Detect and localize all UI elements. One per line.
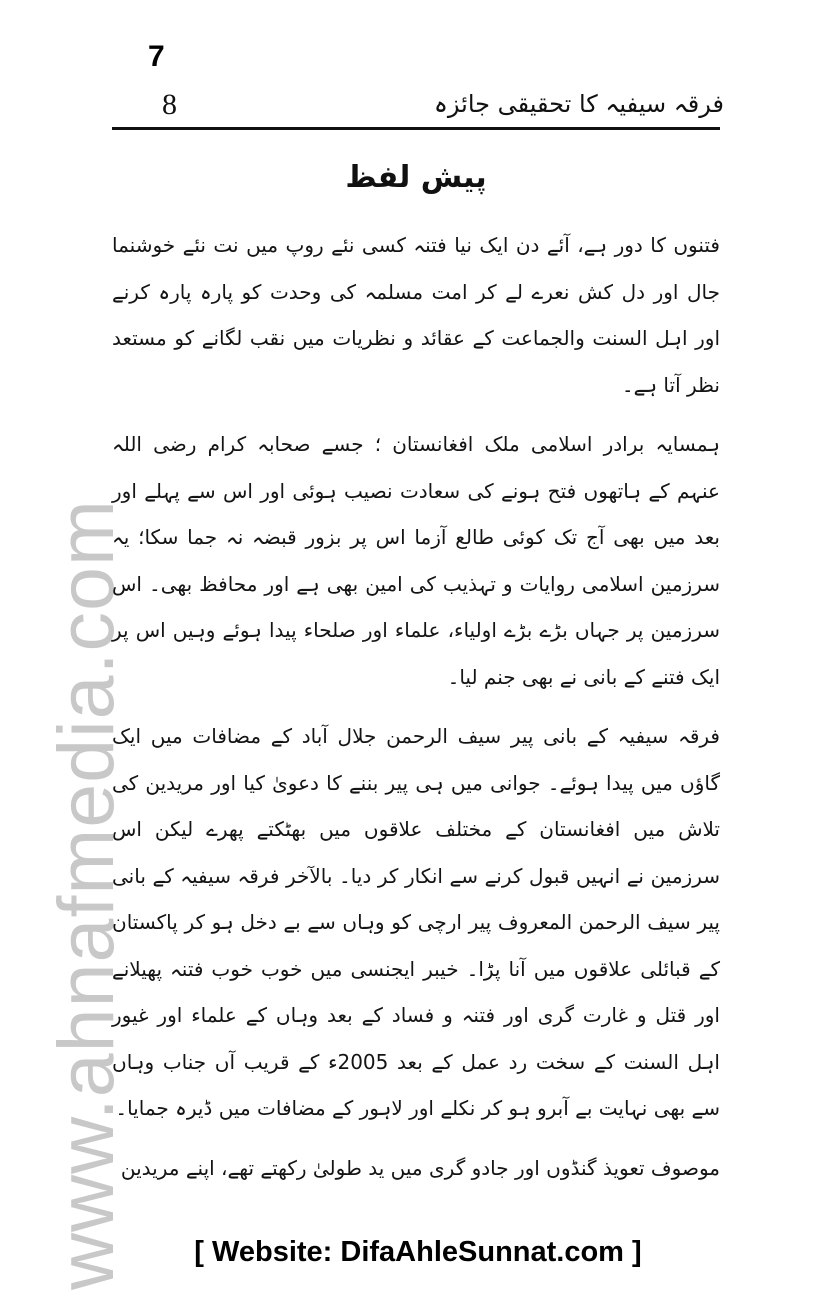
body-text [112,222,720,1204]
paragraph: ہمسایہ برادر اسلامی ملک افغانستان ؛ جسے صحابہ کرام رضی اللہ عنہم کے ہاتھوں فتح ہونے کی سعادت نصیب ہوئی اور اس سے پہلے اور بعد میں بھی آج تک کوئی طالع آزما اس پر بزور قبضہ نہ جما سکا؛ یہ سرزمین اسلامی روایات و تہذیب کی امین بھی ہے اور محافظ بھی۔ اس سرزمین پر جہاں بڑے بڑے اولیاء، علماء اور صلحاء پیدا ہوئے وہیں اس پر ایک فتنے کے بانی نے بھی جنم لیا۔ [112,432,720,689]
running-header-title: فرقہ سیفیہ کا تحقیقی جائزہ [433,90,724,118]
chapter-title: پیش لفظ [345,160,487,195]
paragraph: فرقہ سیفیہ کے بانی پیر سیف الرحمن جلال آباد کے مضافات میں ایک گاؤں میں پیدا ہوئے۔ جوانی میں ہی پیر بننے کا دعویٰ کیا اور مریدین کی تلاش میں افغانستان کے مختلف علاقوں میں بھٹکتے پھرے لیکن اس سرزمین نے انہیں قبول کرنے سے انکار کر دیا۔ بالآخر فرقہ سیفیہ کے بانی پیر سیف الرحمن المعروف پیر ارچی کو وہاں سے بے دخل ہو کر پاکستان کے قبائلی علاقوں میں آنا پڑا۔ خیبر ایجنسی میں خوب خوب فتنہ پھیلانے اور قتل و غارت گری اور فتنہ و فساد کے بعد وہاں کے علماء اور غیور اہل السنت کے سخت رد عمل کے بعد 2005ء کے قریب آں جناب وہاں سے بھی نہایت بے آبرو ہو کر نکلے اور لاہور کے مضافات میں ڈیرہ جمایا۔ [112,724,720,1120]
watermark-text: www.ahnafmedia.com [41,499,130,1290]
paragraph: موصوف تعویذ گنڈوں اور جادو گری میں ید طولیٰ رکھتے تھے، اپنے مریدین [120,1155,720,1180]
page-number-top: 7 [148,40,165,73]
website-footer: [ Website: DifaAhleSunnat.com ] [194,1236,642,1268]
header-divider [112,127,720,130]
book-page-number: 8 [162,88,177,121]
paragraph: فتنوں کا دور ہے، آئے دن ایک نیا فتنہ کسی نئے روپ میں نت نئے خوشنما جال اور دل کش نعرے لے کر امت مسلمہ کی وحدت کو پارہ پارہ کرنے اور اہل السنت والجماعت کے عقائد و نظریات میں نقب لگانے کو مستعد نظر آتا ہے۔ [112,233,720,397]
